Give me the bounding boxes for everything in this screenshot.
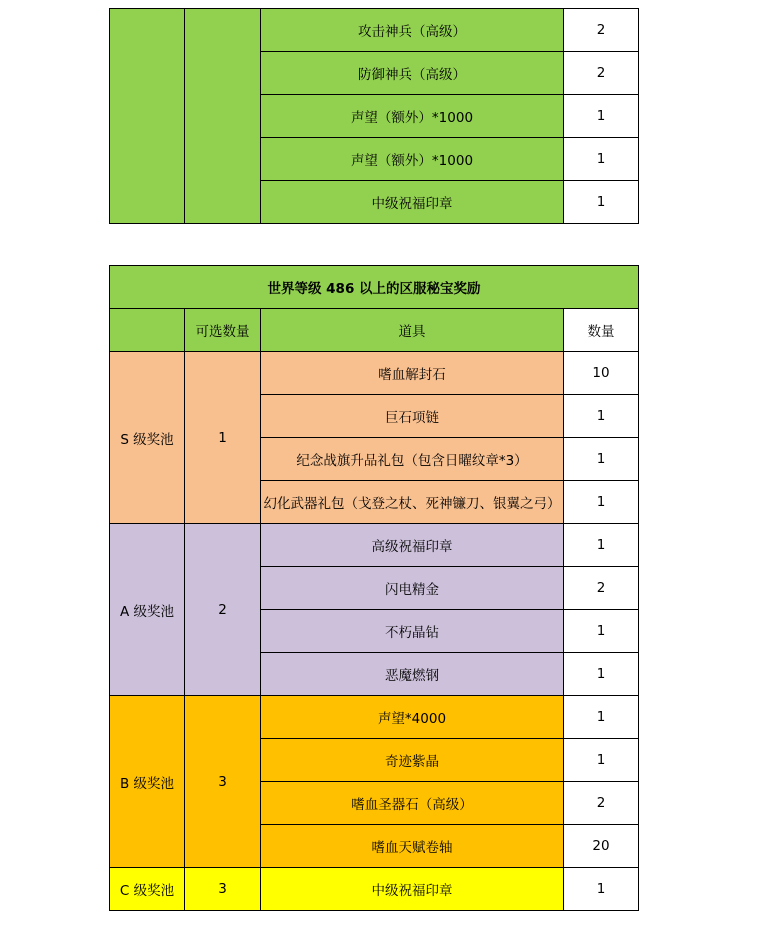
table-header-row	[110, 309, 639, 352]
qty-cell: 1	[564, 524, 639, 567]
item-cell: 不朽晶钻	[261, 610, 564, 653]
item-cell: 奇迹紫晶	[261, 739, 564, 782]
item-cell: 纪念战旗升品礼包（包含日曜纹章*3）	[261, 438, 564, 481]
item-cell: 声望*4000	[261, 696, 564, 739]
table-row	[110, 524, 639, 567]
selectable-cell	[185, 9, 261, 224]
table-row	[110, 868, 639, 911]
item-cell: 中级祝福印章	[261, 181, 564, 224]
header-qty: 数量	[564, 309, 639, 352]
table-row	[110, 9, 639, 52]
item-cell: 闪电精金	[261, 567, 564, 610]
top-reward-table	[109, 8, 639, 224]
qty-cell: 10	[564, 352, 639, 395]
item-cell: 声望（额外）*1000	[261, 95, 564, 138]
pool-name: B 级奖池	[110, 696, 185, 868]
qty-cell: 2	[564, 782, 639, 825]
table-row	[110, 696, 639, 739]
item-cell: 巨石项链	[261, 395, 564, 438]
header-pool	[110, 309, 185, 352]
table-title: 世界等级 486 以上的区服秘宝奖励	[110, 266, 639, 309]
qty-cell: 1	[564, 95, 639, 138]
qty-cell: 1	[564, 868, 639, 911]
qty-cell: 1	[564, 653, 639, 696]
item-cell: 中级祝福印章	[261, 868, 564, 911]
qty-cell: 1	[564, 610, 639, 653]
header-item: 道具	[261, 309, 564, 352]
item-cell: 攻击神兵（高级）	[261, 9, 564, 52]
item-cell: 高级祝福印章	[261, 524, 564, 567]
pool-selectable: 2	[185, 524, 261, 696]
pool-name: S 级奖池	[110, 352, 185, 524]
qty-cell: 2	[564, 52, 639, 95]
item-cell: 嗜血天赋卷轴	[261, 825, 564, 868]
qty-cell: 1	[564, 739, 639, 782]
pool-cell	[110, 9, 185, 224]
header-selectable: 可选数量	[185, 309, 261, 352]
reward-table	[109, 265, 639, 911]
qty-cell: 2	[564, 9, 639, 52]
qty-cell: 1	[564, 395, 639, 438]
qty-cell: 2	[564, 567, 639, 610]
pool-selectable: 3	[185, 696, 261, 868]
qty-cell: 20	[564, 825, 639, 868]
qty-cell: 1	[564, 481, 639, 524]
qty-cell: 1	[564, 438, 639, 481]
pool-name: A 级奖池	[110, 524, 185, 696]
pool-name: C 级奖池	[110, 868, 185, 911]
item-cell: 嗜血圣器石（高级）	[261, 782, 564, 825]
item-cell: 声望（额外）*1000	[261, 138, 564, 181]
table-title-row	[110, 266, 639, 309]
item-cell: 幻化武器礼包（戈登之杖、死神镰刀、银翼之弓）	[261, 481, 564, 524]
table-row	[110, 352, 639, 395]
item-cell: 恶魔燃钢	[261, 653, 564, 696]
qty-cell: 1	[564, 181, 639, 224]
qty-cell: 1	[564, 696, 639, 739]
item-cell: 嗜血解封石	[261, 352, 564, 395]
pool-selectable: 1	[185, 352, 261, 524]
item-cell: 防御神兵（高级）	[261, 52, 564, 95]
qty-cell: 1	[564, 138, 639, 181]
pool-selectable: 3	[185, 868, 261, 911]
